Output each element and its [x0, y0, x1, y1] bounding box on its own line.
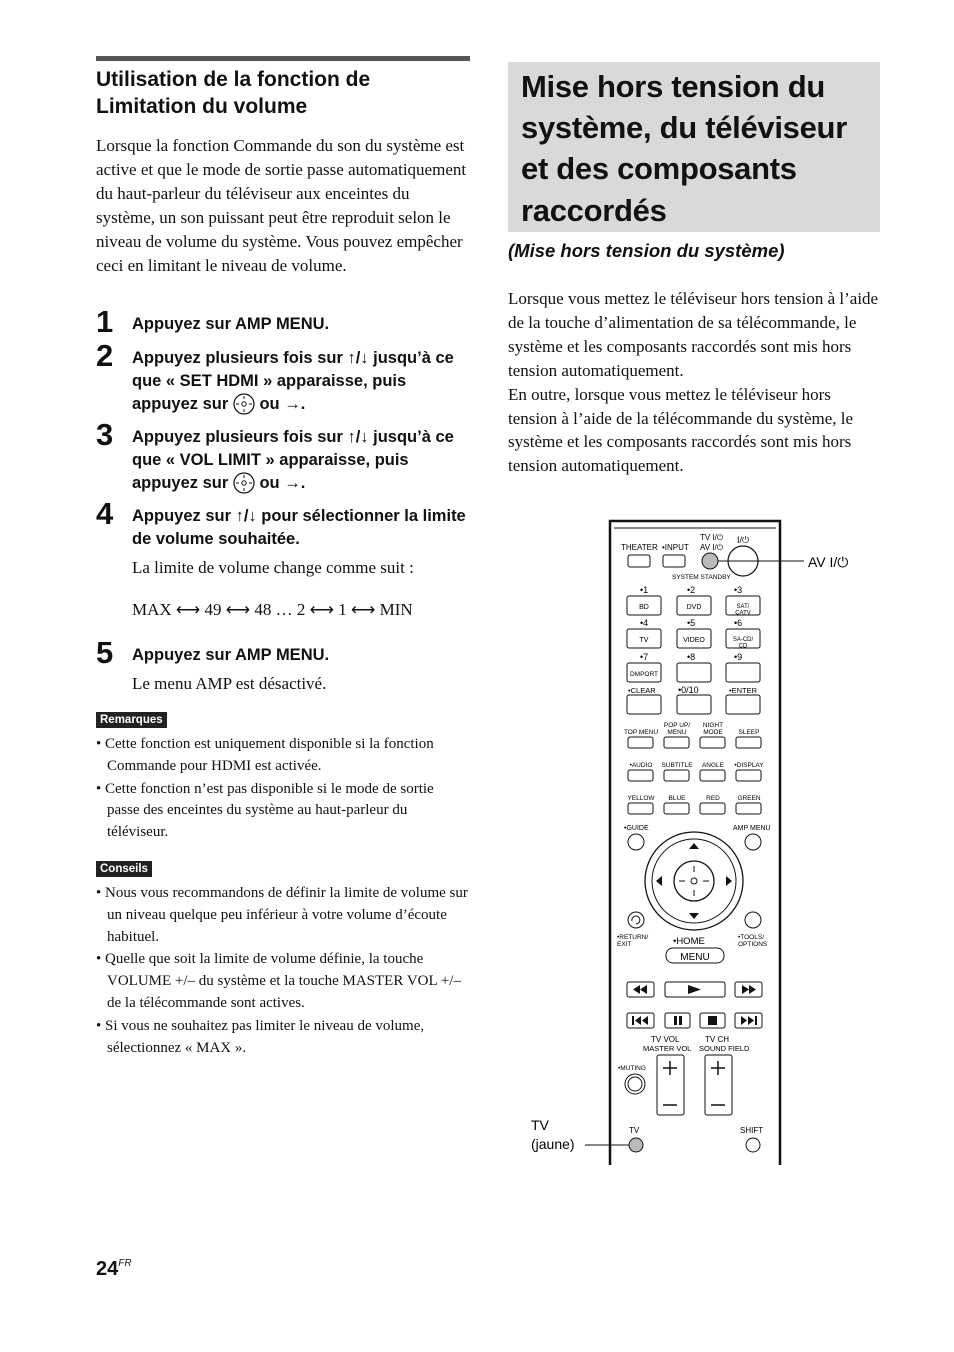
num-8-button[interactable]	[677, 663, 711, 682]
num-1-label: •1	[640, 585, 649, 595]
top-menu-button[interactable]	[628, 737, 653, 748]
audio-label: •AUDIO	[629, 762, 653, 769]
play-icon	[688, 985, 701, 994]
guide-label: •GUIDE	[624, 825, 649, 832]
step-4-text: Appuyez sur ↑/↓ pour sélectionner la limite de volume souhaitée.	[132, 507, 466, 548]
step-1-number: 1	[96, 304, 114, 339]
step-1-text: Appuyez sur AMP MENU.	[132, 315, 330, 333]
num-3-label: •3	[734, 585, 743, 595]
av-power-button[interactable]	[702, 553, 718, 569]
list-item: • Si vous ne souhaitez pas limiter le niveau de volume, sélectionnez « MAX ».	[96, 1016, 468, 1060]
clear-button[interactable]	[627, 695, 661, 714]
theater-button[interactable]	[628, 555, 650, 567]
channel-plus-minus-icon	[711, 1061, 725, 1105]
angle-label: ANGLE	[701, 762, 725, 769]
list-item: • Cette fonction est uniquement disponible si la fonction Commande pour HDMI est activée.	[96, 734, 468, 778]
shift-button[interactable]	[746, 1138, 760, 1152]
amp-menu-button[interactable]	[745, 834, 761, 850]
num-5-label: •5	[687, 618, 696, 628]
sleep-button[interactable]	[736, 737, 761, 748]
home-label: •HOME	[673, 936, 705, 947]
angle-button[interactable]	[700, 770, 725, 781]
step-3-number: 3	[96, 417, 114, 452]
audio-button[interactable]	[628, 770, 653, 781]
zero-button[interactable]	[677, 695, 711, 714]
video-label: VIDEO	[683, 637, 705, 644]
display-label: •DISPLAY	[734, 762, 764, 769]
page-number: $24^{FR}$	[96, 1258, 132, 1280]
pause-icon	[674, 1016, 682, 1025]
tools-button[interactable]	[745, 912, 761, 928]
volume-plus-minus-icon	[663, 1061, 677, 1105]
down-arrow-icon	[689, 913, 699, 919]
input-button[interactable]	[663, 555, 685, 567]
tv-vol-label-1: TV VOL	[651, 1035, 680, 1044]
yellow-label: YELLOW	[627, 795, 655, 802]
step-2-number: 2	[96, 338, 114, 373]
step-3-text: Appuyez plusieurs fois sur ↑/↓ jusqu’à ce que « VOL LIMIT » apparaisse, puis appuyez sur ou →.	[132, 428, 454, 492]
return-button[interactable]	[628, 912, 644, 928]
av-power-label: AV I/⏻	[700, 543, 724, 552]
step-4-number: 4	[96, 496, 114, 531]
tools-label: •TOOLS/ OPTIONS	[738, 934, 768, 948]
right-body	[508, 287, 882, 478]
left-arrow-icon	[656, 876, 662, 886]
dvd-label: DVD	[686, 604, 702, 611]
intro-paragraph: Lorsque la fonction Commande du son du système est active et que le mode de sortie passe automatiquement du haut-parleur du téléviseur aux enceintes du système, un son puissant peut être reproduit selon le niveau de volume du système. Vous pouvez empêcher ceci en limitant le niveau de volume.	[96, 136, 467, 275]
num-2-label: •2	[687, 585, 696, 595]
conseils-list	[96, 883, 468, 1060]
blue-label: BLUE	[668, 795, 686, 802]
heading-rule	[96, 56, 470, 61]
rewind-icon	[633, 985, 647, 994]
yellow-button[interactable]	[628, 803, 653, 814]
next-icon	[741, 1016, 757, 1025]
remarques-list	[96, 734, 468, 845]
tv-button[interactable]	[629, 1138, 643, 1152]
zero-label: •0/10	[678, 685, 699, 695]
remarques-badge: Remarques	[96, 712, 167, 728]
popup-menu-button[interactable]	[664, 737, 689, 748]
list-item: • Quelle que soit la limite de volume définie, la touche VOLUME +/– du système et la touche MASTER VOL +/– de la télécommande sont actives.	[96, 949, 468, 1014]
step-5-number: 5	[96, 635, 114, 670]
sleep-label: SLEEP	[738, 729, 760, 736]
tv-ch-label-1: TV CH	[705, 1035, 729, 1044]
tv-ch-label-2: SOUND FIELD	[699, 1044, 750, 1053]
amp-menu-label: AMP MENU	[733, 825, 771, 832]
theater-label: THEATER	[621, 543, 658, 552]
fast-forward-icon	[742, 985, 756, 994]
tv-button-label: TV	[629, 1126, 640, 1135]
muting-inner-ring	[628, 1077, 642, 1091]
list-item: • Cette fonction n’est pas disponible si le mode de sortie passe des enceintes du système au haut-parleur du téléviseur.	[96, 779, 468, 844]
paragraph-1: Lorsque vous mettez le téléviseur hors tension à l’aide de la touche d’alimentation de sa télécommande, le système et les composants raccordés sont mis hors tension automatiquement.	[508, 289, 879, 380]
enter-button-icon	[233, 393, 255, 415]
volume-sequence: MAX ⟷ 49 ⟷ 48 … 2 ⟷ 1 ⟷ MIN	[132, 600, 413, 619]
tv-input-label: TV	[639, 637, 649, 644]
step-2-text: Appuyez plusieurs fois sur ↑/↓ jusqu’à ce que « SET HDMI » apparaisse, puis appuyez sur ou →.	[132, 349, 454, 413]
dmport-label: DMPORT	[629, 671, 659, 678]
guide-button[interactable]	[628, 834, 644, 850]
tv-vol-label-2: MASTER VOL	[643, 1044, 692, 1053]
night-mode-label: NIGHT MODE	[702, 722, 724, 736]
num-9-label: •9	[734, 652, 743, 662]
popup-menu-label: POP UP/ MENU	[663, 722, 691, 736]
step-4-note: La limite de volume change comme suit :	[132, 558, 414, 577]
red-button[interactable]	[700, 803, 725, 814]
paragraph-2: En outre, lorsque vous mettez le téléviseur hors tension à l’aide de la télécommande du système, le système et les composants raccordés sont mis hors tension automatiquement.	[508, 384, 854, 476]
bd-label: BD	[639, 604, 649, 611]
section-heading: Utilisation de la fonction de Limitation du volume	[96, 68, 371, 118]
pause-button[interactable]	[665, 1013, 690, 1028]
green-button[interactable]	[736, 803, 761, 814]
right-arrow-icon	[726, 876, 732, 886]
list-item: • Nous vous recommandons de définir la limite de volume sur un niveau quelque peu inférieur à votre volume d’écoute habituel.	[96, 883, 468, 948]
system-standby-label: SYSTEM STANDBY	[672, 574, 731, 581]
step-5-text: Appuyez sur AMP MENU.	[132, 646, 330, 664]
section-subtitle: (Mise hors tension du système)	[508, 240, 785, 261]
enter-button[interactable]	[726, 695, 760, 714]
input-label: •INPUT	[662, 543, 689, 552]
power-label: I/⏻	[737, 535, 750, 545]
num-8-label: •8	[687, 652, 696, 662]
callout-av: AV I/⏻	[808, 554, 849, 570]
display-button[interactable]	[736, 770, 761, 781]
sat-catv-label: SAT/ CATV	[735, 604, 751, 617]
subtitle-button[interactable]	[664, 770, 689, 781]
num-4-label: •4	[640, 618, 649, 628]
return-icon	[632, 916, 640, 924]
dpad-inner-ring	[652, 839, 736, 923]
muting-label: •MUTING	[618, 1065, 646, 1072]
conseils-badge: Conseils	[96, 861, 152, 877]
dpad-center-dot	[691, 878, 697, 884]
previous-icon	[632, 1016, 648, 1025]
blue-button[interactable]	[664, 803, 689, 814]
sacd-label: SA-CD/ CD	[732, 637, 754, 650]
shift-label: SHIFT	[740, 1126, 764, 1135]
callout-tv: TV	[531, 1117, 549, 1133]
night-mode-button[interactable]	[700, 737, 725, 748]
up-arrow-icon	[689, 843, 699, 849]
green-label: GREEN	[737, 795, 761, 802]
red-label: RED	[706, 795, 720, 802]
enter-label: •ENTER	[729, 686, 758, 695]
step-5-note: Le menu AMP est désactivé.	[132, 674, 327, 693]
section-title: Mise hors tension du système, du téléviseur et des composants raccordés	[521, 69, 847, 228]
enter-button-icon	[233, 472, 255, 494]
dpad-center-ticks	[679, 866, 709, 896]
menu-label: MENU	[680, 952, 710, 963]
return-label: •RETURN/ EXIT	[617, 934, 649, 948]
clear-label: •CLEAR	[628, 686, 656, 695]
num-9-button[interactable]	[726, 663, 760, 682]
num-7-label: •7	[640, 652, 649, 662]
stop-icon	[708, 1016, 717, 1025]
tv-power-label: TV I/⏻	[700, 533, 724, 542]
top-menu-label: TOP MENU	[623, 729, 659, 736]
num-6-label: •6	[734, 618, 743, 628]
callout-tv-color: (jaune)	[531, 1136, 575, 1152]
remote-control-illustration	[520, 515, 849, 1170]
subtitle-label: SUBTITLE	[661, 762, 693, 769]
